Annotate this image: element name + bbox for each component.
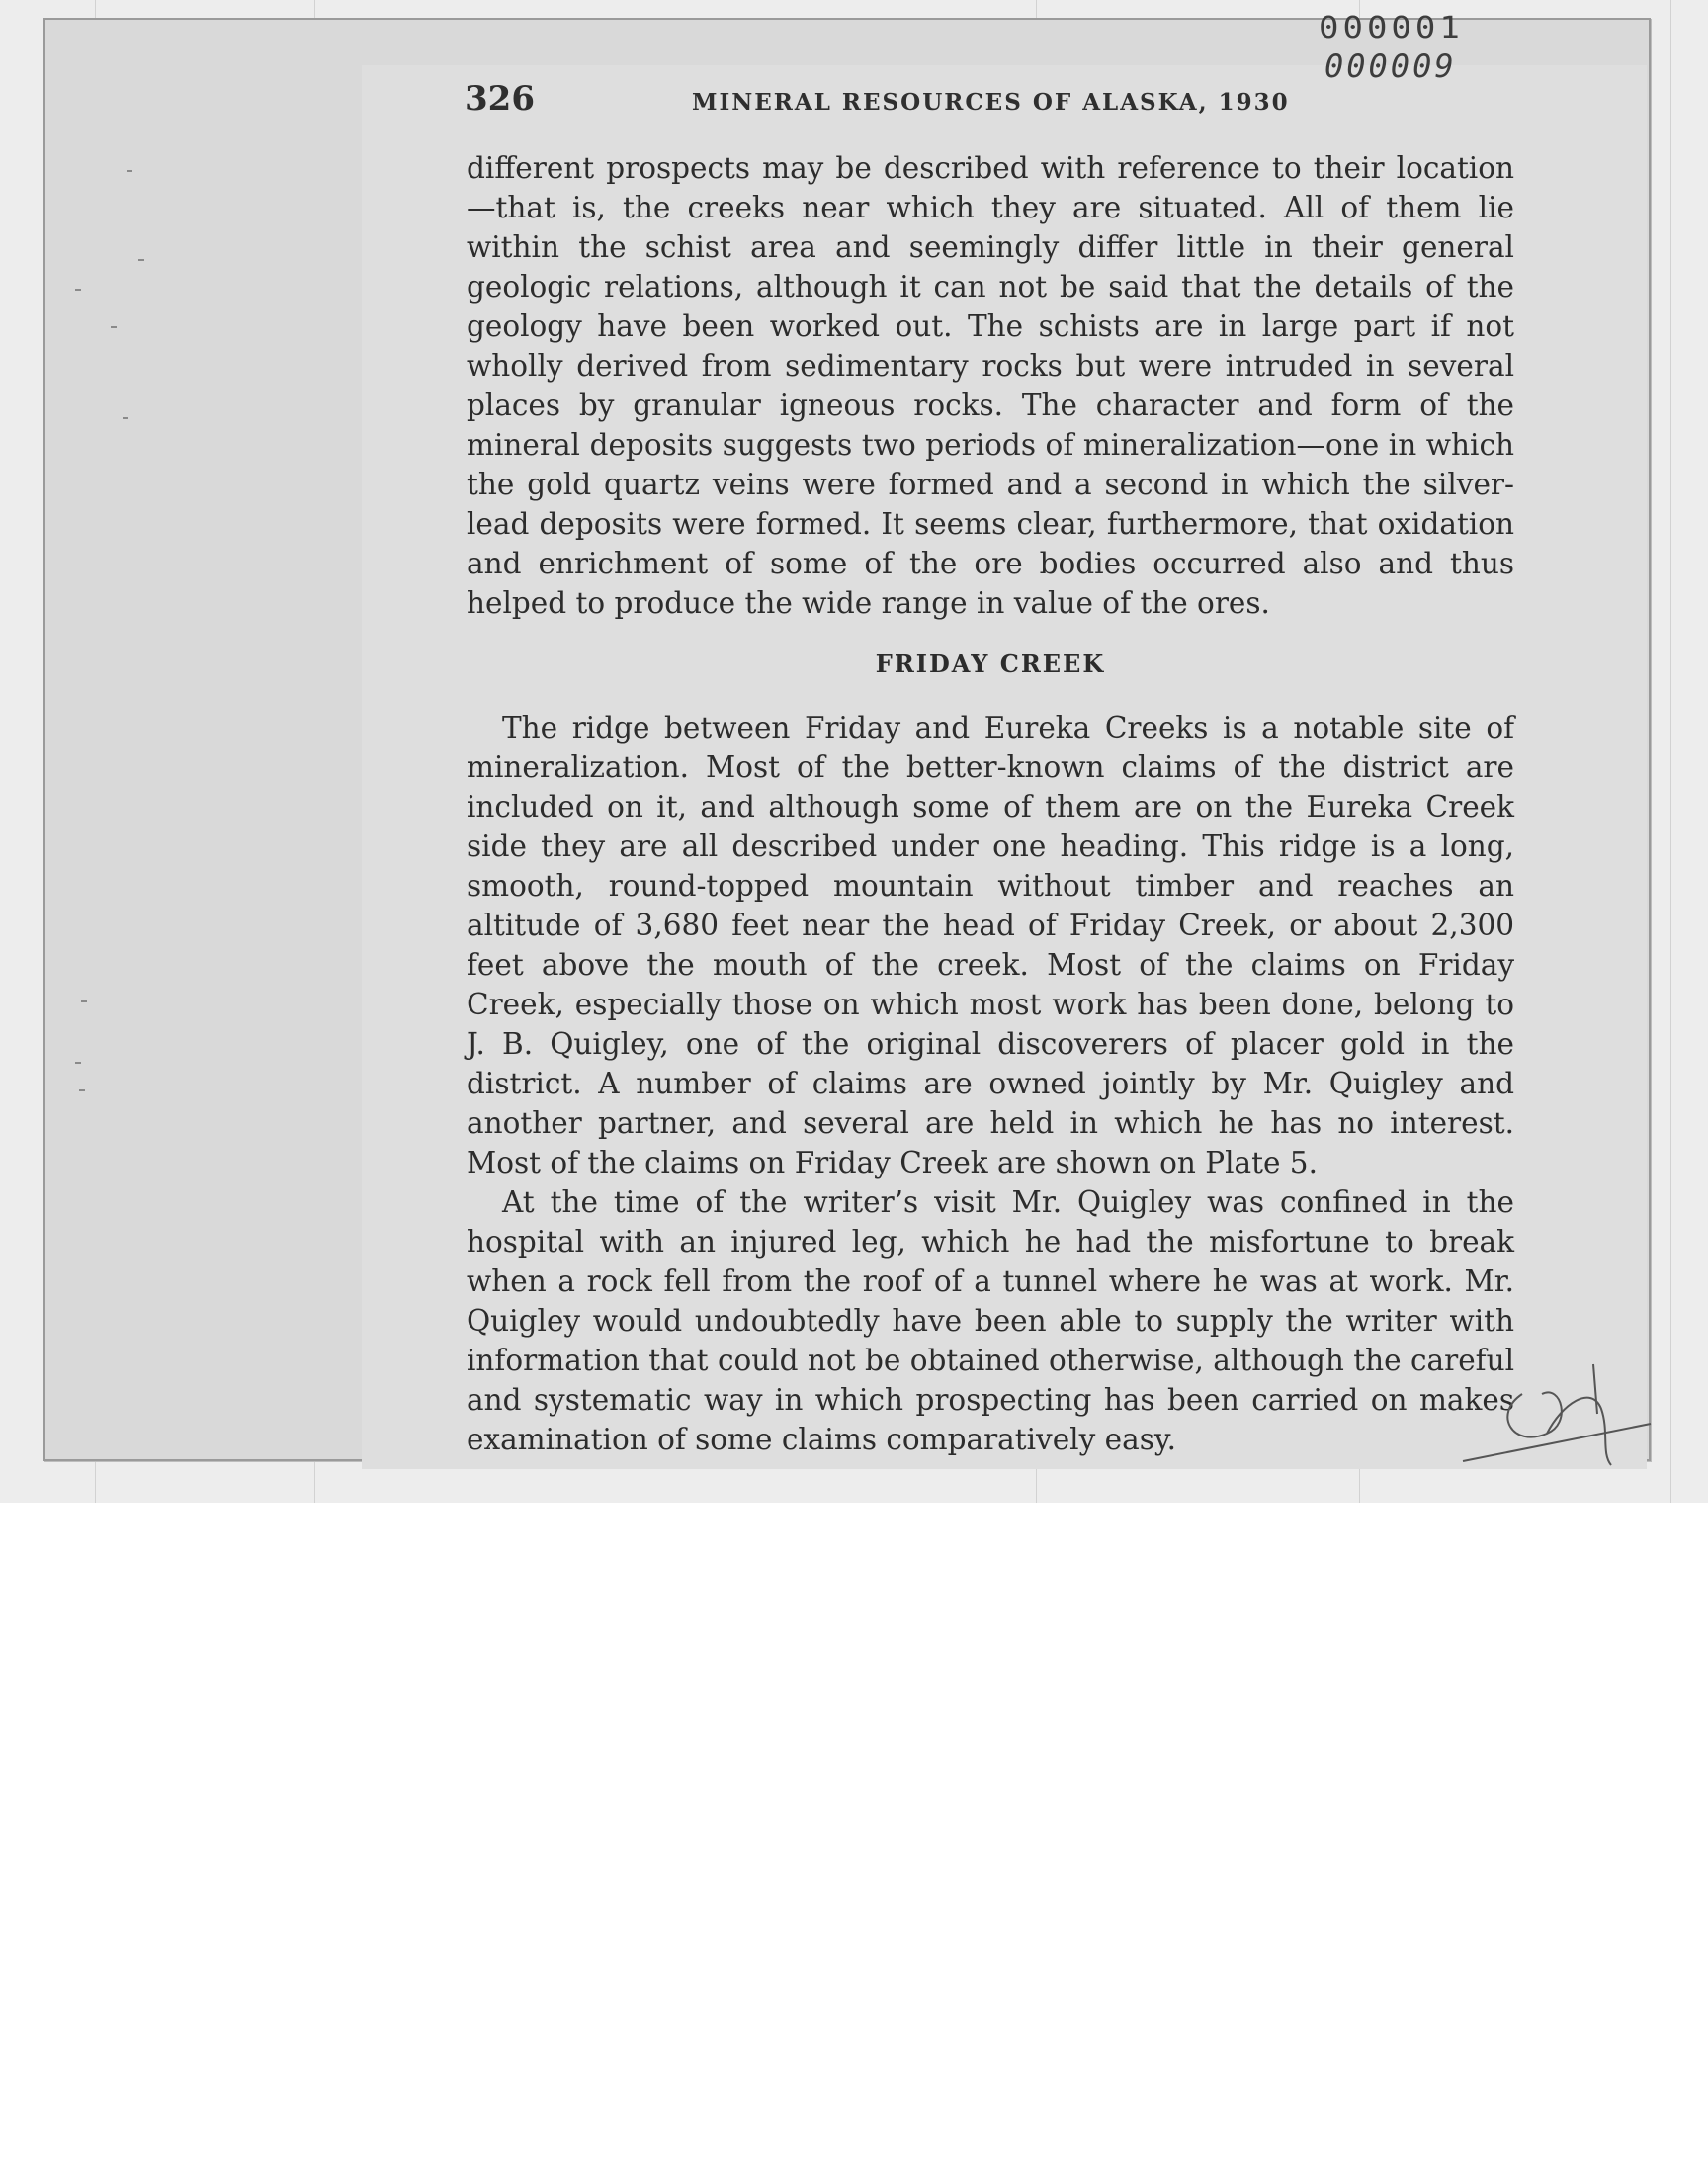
paragraph-friday-creek-1: The ridge between Friday and Eureka Creeks is a notable site of mineralization. Most of the better-known claims of the district are included on it, and although some of them are on the Eureka Creek side they are all described under one heading. This ridge is a long, smooth, round-topped mountain without timber and reaches an altitude of 3,680 feet near the head of Friday Creek, or about 2,300 feet above the mouth of the creek. Most of the claims on Friday Creek, especially those on which most work has been done, belong to J. B. Quigley, one of the original discoverers of placer gold in the district. A number of claims are owned jointly by Mr. Quigley and another partner, and several are held in which he has no interest. Most of the claims on Friday Creek are shown on Plate 5.: [467, 711, 1514, 1179]
margin-speck: [81, 1000, 87, 1002]
page-header: [465, 77, 1295, 127]
body-text: [467, 148, 1514, 1459]
intro-paragraph: different prospects may be described with reference to their location—that is, the creeks near which they are situated. All of them lie within the schist area and seemingly differ little in their general geologic relations, although it can not be said that the details of the geology have been worked out. The schists are in large part if not wholly derived from sedimentary rocks but were intruded in several places by granular igneous rocks. The character and form of the mineral deposits suggests two periods of mineralization—one in which the gold quartz veins were formed and a second in which the silver-lead deposits were formed. It seems clear, furthermore, that oxidation and enrichment of some of the ore bodies occurred also and thus helped to produce the wide range in value of the ores.: [467, 151, 1514, 620]
scan-streak: [1670, 0, 1671, 1503]
stamp-number-bottom: 000009: [1324, 47, 1457, 85]
margin-speck: [75, 289, 81, 291]
handwritten-stroke: [1507, 1392, 1561, 1436]
running-title: MINERAL RESOURCES OF ALASKA, 1930: [692, 89, 1290, 116]
margin-speck: [138, 259, 144, 261]
handwritten-stroke: [1593, 1364, 1597, 1414]
handwritten-stroke: [1547, 1398, 1611, 1465]
handwritten-stroke: [1463, 1424, 1651, 1461]
page-number: 326: [465, 79, 535, 119]
margin-speck: [79, 1089, 85, 1091]
margin-speck: [127, 170, 132, 172]
stamp-number-top: 000001: [1319, 10, 1464, 45]
margin-speck: [75, 1062, 81, 1064]
handwritten-initials: [1453, 1354, 1670, 1473]
margin-speck: [123, 417, 128, 419]
margin-speck: [111, 326, 117, 328]
section-heading: FRIDAY CREEK: [875, 650, 1106, 678]
document-stamp: [1315, 8, 1512, 97]
paragraph-friday-creek-2: At the time of the writer’s visit Mr. Quigley was confined in the hospital with an injured leg, which he had the misfortune to break when a rock fell from the roof of a tunnel where he was at work. Mr. Quigley would undoubtedly have been able to supply the writer with information that could not be obtained otherwise, although the careful and systematic way in which prospecting has been carried on makes examination of some claims comparatively easy.: [467, 1185, 1514, 1456]
